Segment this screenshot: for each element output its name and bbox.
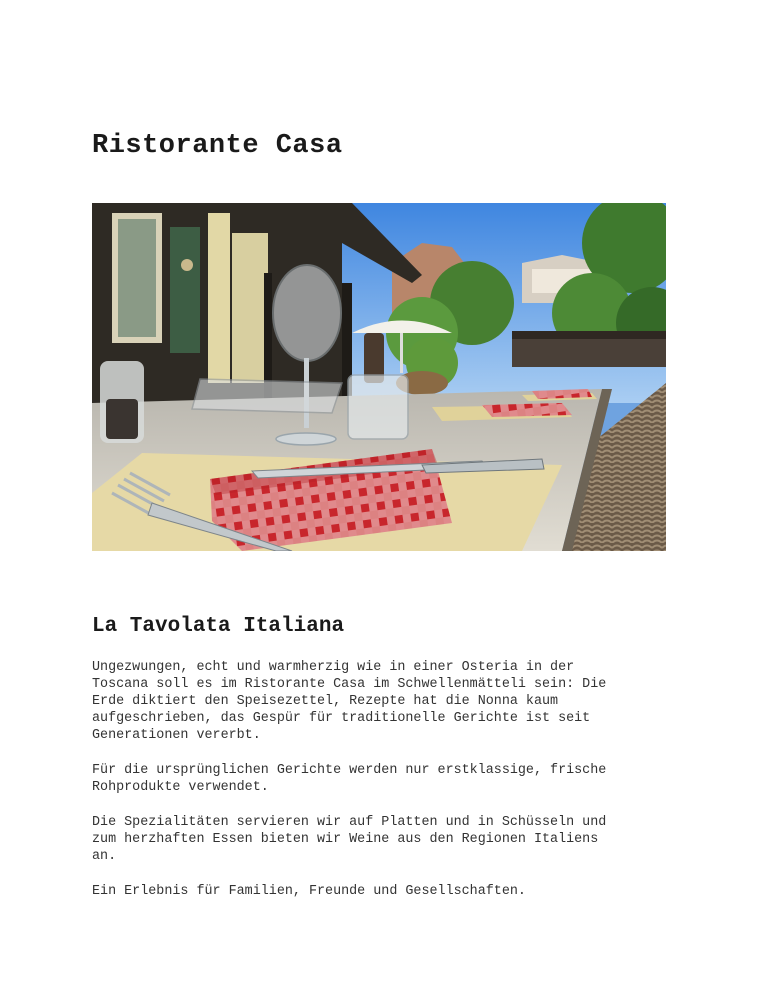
page-title: Ristorante Casa — [92, 131, 343, 161]
terrace-illustration — [92, 203, 666, 551]
paragraph-specialties: Die Spezialitäten servieren wir auf Platten und in Schüsseln und zum herzhaften Essen bieten wir Weine aus den Regionen Italiens an. — [92, 815, 607, 864]
body-text — [92, 659, 692, 918]
paragraph-products: Für die ursprünglichen Gerichte werden nur erstklassige, frische Rohprodukte verwendet. — [92, 763, 607, 795]
restaurant-terrace-photo — [92, 203, 666, 551]
paragraph-closing: Ein Erlebnis für Familien, Freunde und Gesellschaften. — [92, 884, 526, 899]
paragraph-intro: Ungezwungen, echt und warmherzig wie in einer Osteria in der Toscana soll es im Ristorante Casa im Schwellenmätteli sein: Die Erde diktiert den Speisezettel, Rezepte hat die Nonna kaum aufgeschrieben, das Gespür für traditionelle Gerichte ist seit Generationen vererbt. — [92, 660, 607, 743]
section-heading: La Tavolata Italiana — [92, 615, 345, 638]
